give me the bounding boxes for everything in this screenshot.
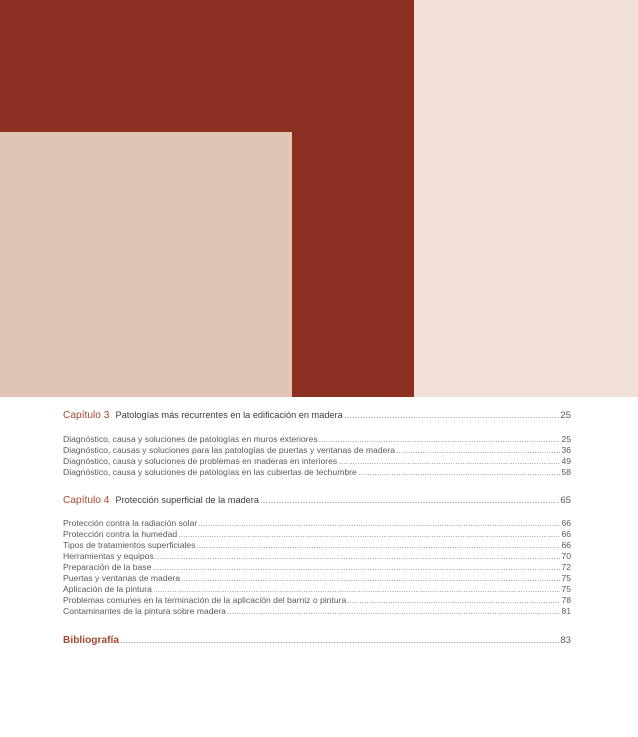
page-number: 25 [561,434,571,444]
toc-entry[interactable] [63,529,571,540]
entry-title: Contaminantes de la pintura sobre madera [63,606,226,616]
toc-entry[interactable] [63,456,571,467]
toc-chapter-3-items [63,434,571,478]
toc-chapter-4-items [63,518,571,617]
chapter-number: Capítulo 4 [63,495,110,506]
dot-leader [152,562,560,573]
toc-entry[interactable] [63,573,571,584]
dot-leader [196,540,560,551]
toc-entry[interactable] [63,551,571,562]
page-number: 65 [560,495,571,506]
bibliography-label: Bibliografía [63,635,120,646]
dot-leader [181,573,560,584]
chapter-number: Capítulo 3 [63,410,110,421]
toc-entry[interactable] [63,518,571,529]
dot-leader [344,410,560,422]
toc-entry[interactable] [63,595,571,606]
entry-title: Diagnóstico, causa y soluciones de problemas en maderas en interiores [63,456,338,466]
page-number: 36 [561,445,571,455]
chapter-heading[interactable] [63,409,571,422]
toc-chapter-4 [63,494,571,507]
entry-title: Aplicación de la pintura [63,584,152,594]
entry-title: Puertas y ventanas de madera [63,573,181,583]
dot-leader [227,606,561,617]
bibliography-heading[interactable] [63,635,571,647]
dot-leader [178,529,560,540]
entry-title: Preparación de la base [63,562,152,572]
toc-bibliography [63,635,571,647]
dot-leader [155,551,561,562]
dot-leader [198,518,560,529]
entry-title: Diagnóstico, causa y soluciones de patologías en muros exteriores [63,434,318,444]
toc-entry[interactable] [63,584,571,595]
entry-title: Herramientas y equipos [63,551,154,561]
chapter-title: Protección superficial de la madera [115,495,259,505]
page-number: 75 [561,584,571,594]
page-number: 66 [561,529,571,539]
dot-leader [358,467,561,478]
page-number: 83 [560,635,571,646]
entry-title: Problemas comunes en la terminación de la aplicación del barniz o pintura [63,595,347,605]
decorative-light-block [0,132,292,397]
page-number: 58 [561,467,571,477]
dot-leader [120,635,559,647]
page-number: 49 [561,456,571,466]
dot-leader [396,445,560,456]
toc-entry[interactable] [63,540,571,551]
entry-title: Protección contra la radiación solar [63,518,198,528]
entry-title: Tipos de tratamientos superficiales [63,540,196,550]
toc-entry[interactable] [63,562,571,573]
toc-entry[interactable] [63,467,571,478]
page-number: 25 [560,410,571,421]
chapter-title: Patologías más recurrentes en la edificación en madera [115,410,343,420]
toc-entry[interactable] [63,434,571,445]
dot-leader [347,595,560,606]
entry-title: Protección contra la humedad [63,529,178,539]
toc-entry[interactable] [63,445,571,456]
dot-leader [338,456,560,467]
decorative-pale-block [414,0,638,397]
toc-chapter-3 [63,409,571,422]
page-number: 66 [561,540,571,550]
entry-title: Diagnóstico, causas y soluciones para las patologías de puertas y ventanas de madera [63,445,396,455]
page-number: 75 [561,573,571,583]
page-number: 66 [561,518,571,528]
chapter-heading[interactable] [63,494,571,507]
dot-leader [260,495,559,507]
page-number: 70 [561,551,571,561]
entry-title: Diagnóstico, causa y soluciones de patologías en las cubiertas de techumbre [63,467,357,477]
dot-leader [153,584,561,595]
page-number: 72 [561,562,571,572]
page-number: 81 [561,606,571,616]
page-number: 78 [561,595,571,605]
dot-leader [319,434,561,445]
toc-entry[interactable] [63,606,571,617]
